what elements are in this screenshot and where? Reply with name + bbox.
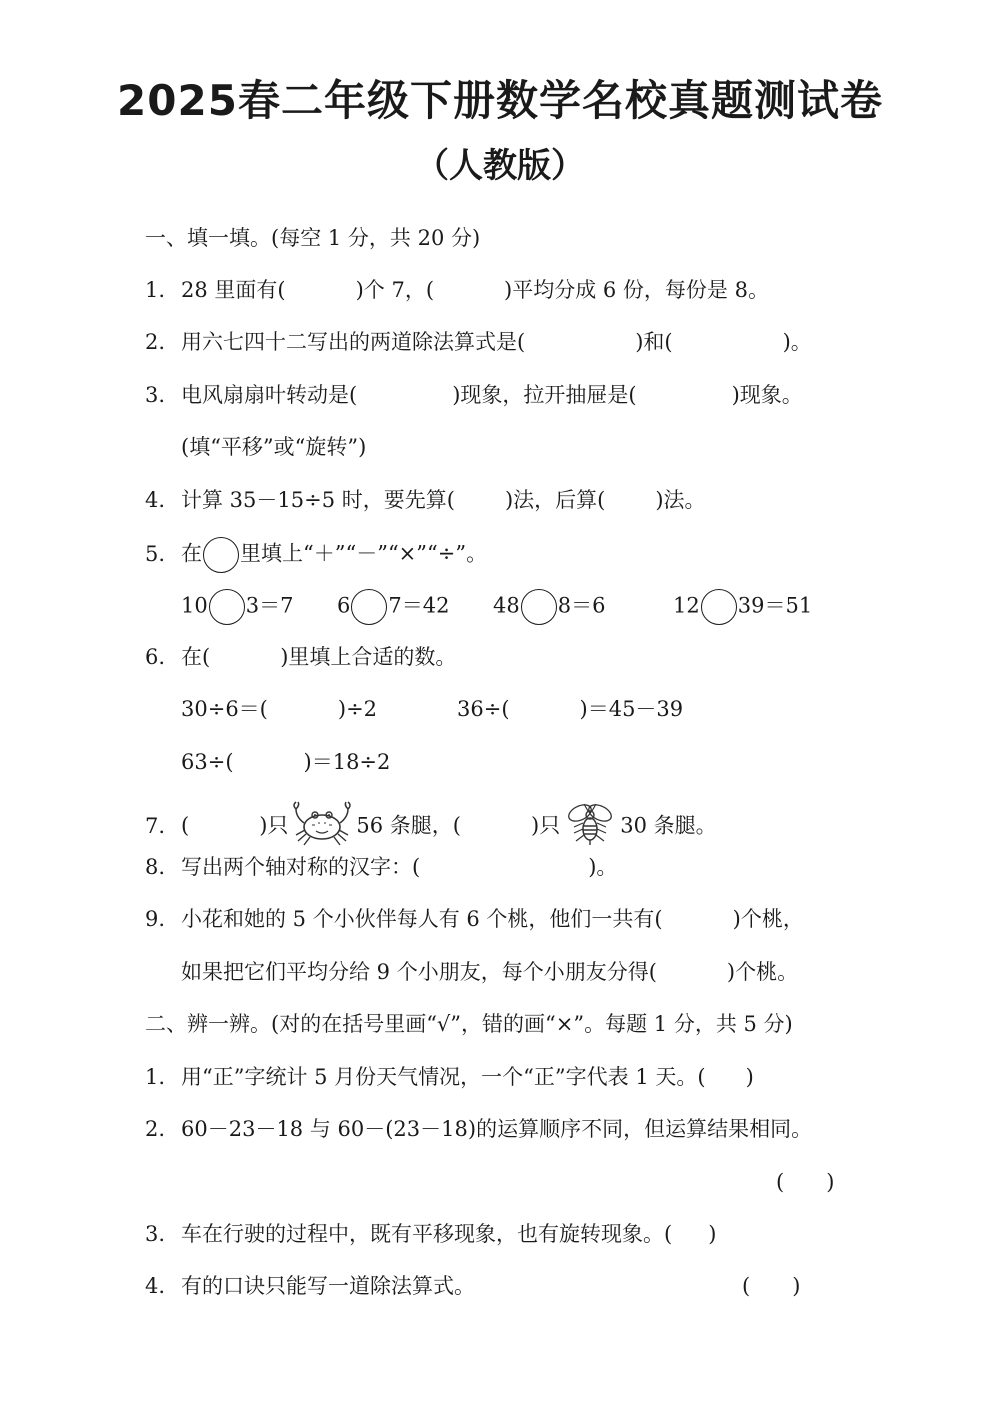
circle-icon xyxy=(203,537,239,573)
question-1-9: 9. 小花和她的 5 个小伙伴每人有 6 个桃，他们一共有( )个桃， xyxy=(145,907,804,931)
operator-circle[interactable] xyxy=(209,589,245,625)
page-subtitle: （人教版） xyxy=(415,146,585,186)
operator-circle[interactable] xyxy=(351,589,387,625)
question-1-6-row2: 63÷( )＝18÷2 xyxy=(181,750,391,774)
section1-heading: 一、填一填。(每空 1 分，共 20 分) xyxy=(145,226,481,250)
operator-item: 6 7＝42 xyxy=(337,589,449,625)
question-1-7: 7. ( )只 56 条腿，( )只 30 条腿。 xyxy=(145,799,717,855)
question-1-3-note: (填“平移”或“旋转”) xyxy=(181,435,367,459)
question-1-2: 2. 用六七四十二写出的两道除法算式是( )和( )。 xyxy=(145,330,812,354)
question-1-9-cont: 如果把它们平均分给 9 个小朋友，每个小朋友分得( )个桃。 xyxy=(181,960,799,984)
question-1-5: 5. 在 里填上“＋”“－”“×”“÷”。 xyxy=(145,537,487,573)
question-1-8: 8. 写出两个轴对称的汉字：( )。 xyxy=(145,855,618,879)
operator-item: 10 3＝7 xyxy=(181,589,293,625)
question-1-6: 6. 在( )里填上合适的数。 xyxy=(145,645,457,669)
bee-icon xyxy=(560,799,620,855)
question-2-4: 4. 有的口诀只能写一道除法算式。 xyxy=(145,1274,475,1298)
question-1-1: 1. 28 里面有( )个 7，( )平均分成 6 份，每份是 8。 xyxy=(145,278,769,302)
answer-paren[interactable]: ( ) xyxy=(776,1170,835,1194)
question-1-4: 4. 计算 35－15÷5 时，要先算( )法，后算( )法。 xyxy=(145,488,706,512)
operator-item: 48 8＝6 xyxy=(493,589,605,625)
question-1-3: 3. 电风扇扇叶转动是( )现象，拉开抽屉是( )现象。 xyxy=(145,383,803,407)
page-title: 2025春二年级下册数学名校真题测试卷 xyxy=(117,76,883,125)
operator-item: 12 39＝51 xyxy=(673,589,812,625)
crab-icon xyxy=(288,799,356,855)
question-1-6-row1: 30÷6＝( )÷2 36÷( )＝45－39 xyxy=(181,697,684,721)
question-1-5-items xyxy=(181,589,831,623)
section2-heading: 二、辨一辨。(对的在括号里画“√”，错的画“×”。每题 1 分，共 5 分) xyxy=(145,1012,793,1036)
question-2-1: 1. 用“正”字统计 5 月份天气情况，一个“正”字代表 1 天。( ) xyxy=(145,1065,754,1089)
question-2-3: 3. 车在行驶的过程中，既有平移现象，也有旋转现象。( ) xyxy=(145,1222,717,1246)
question-2-2: 2. 60－23－18 与 60－(23－18)的运算顺序不同，但运算结果相同。 xyxy=(145,1117,813,1141)
answer-paren[interactable]: ( ) xyxy=(742,1274,801,1298)
operator-circle[interactable] xyxy=(521,589,557,625)
operator-circle[interactable] xyxy=(701,589,737,625)
